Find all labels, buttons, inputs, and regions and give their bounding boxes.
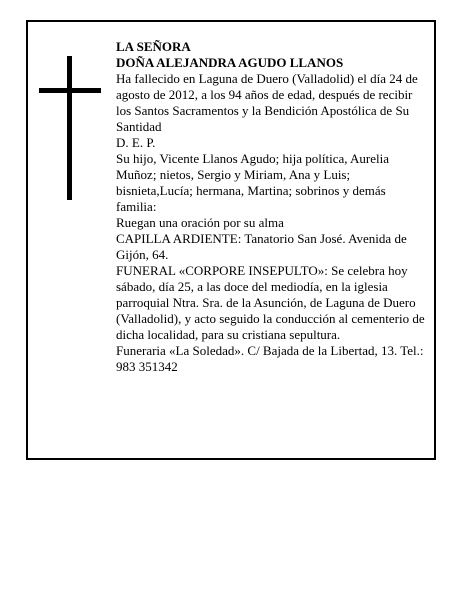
family-paragraph: Su hijo, Vicente Llanos Agudo; hija política, Aurelia Muñoz; nietos, Sergio y Miriam, Ana y Luis; bisnieta,Lucía; hermana, Martina; sobrinos y demás familia: [116,151,390,214]
funeral-home-paragraph: Funeraria «La Soledad». C/ Bajada de la Libertad, 13. Tel.: 983 351342 [116,343,424,374]
cross-horizontal-bar [39,88,101,93]
cross-icon [39,56,101,200]
obituary-notice [26,20,436,460]
notice-title-name: DOÑA ALEJANDRA AGUDO LLANOS [116,55,344,70]
cross-vertical-bar [67,56,72,200]
death-paragraph: Ha fallecido en Laguna de Duero (Valladolid) el día 24 de agosto de 2012, a los 94 años de edad, después de recibir los Santos Sacramentos y la Bendición Apostólica de Su Santidad [116,71,418,134]
dep-line: D. E. P. [116,135,156,150]
funeral-paragraph: FUNERAL «CORPORE INSEPULTO»: Se celebra hoy sábado, día 25, a las doce del mediodía, en la iglesia parroquial Ntra. Sra. de la Asunción, de Laguna de Duero (Valladolid), y acto seguido la conducción al cementerio de dicha localidad, para su cristiana sepultura. [116,263,425,342]
notice-text [116,39,426,375]
chapel-paragraph: CAPILLA ARDIENTE: Tanatorio San José. Avenida de Gijón, 64. [116,231,407,262]
notice-title-line1: LA SEÑORA [116,39,191,54]
prayer-line: Ruegan una oración por su alma [116,215,284,230]
